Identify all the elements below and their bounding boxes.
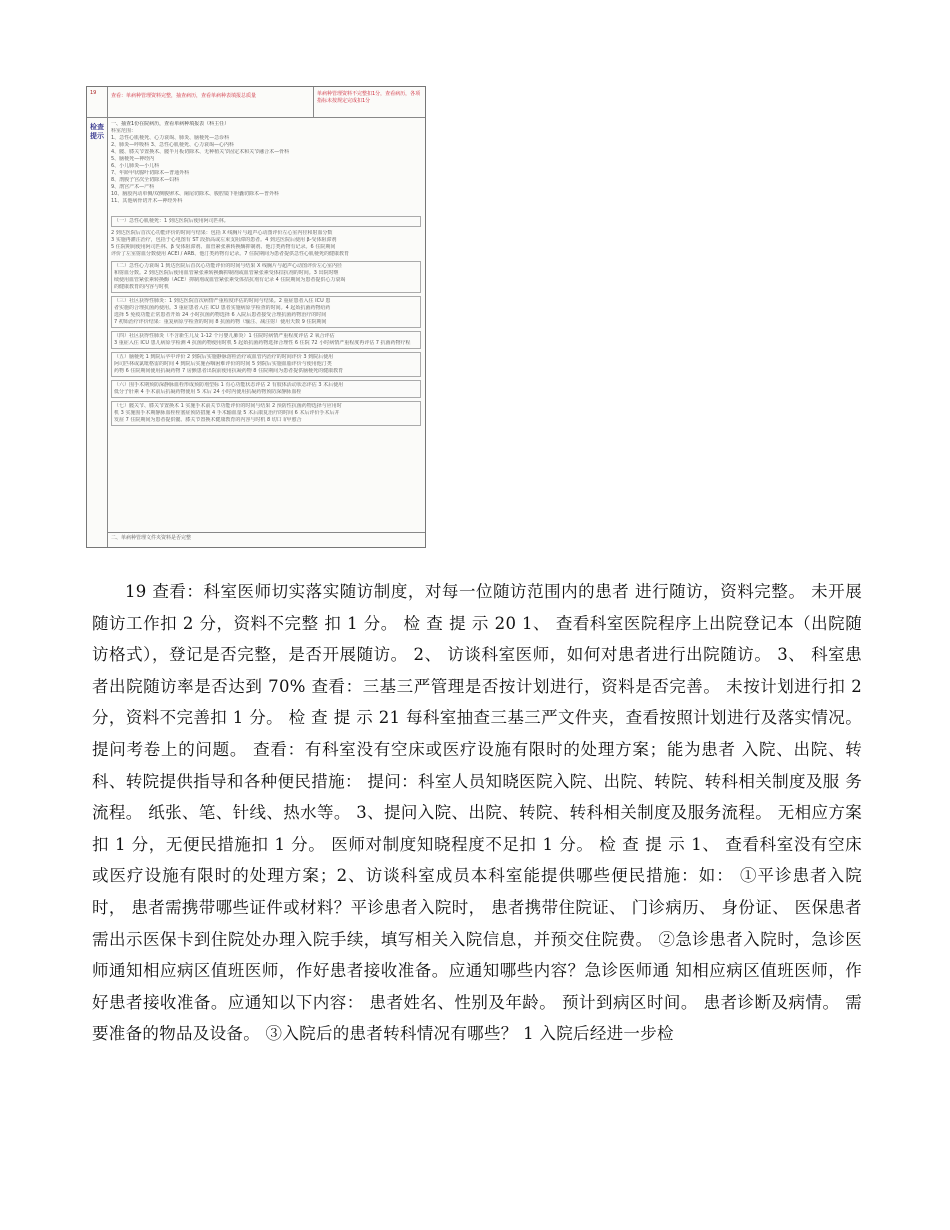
scanned-table-image — [86, 86, 426, 548]
body-paragraph: 19 查看：科室医师切实落实随访制度，对每一位随访范围内的患者 进行随访，资料完整。 未开展随访工作扣 2 分，资料不完整 扣 1 分。 检 查 提 示 20 1、 查看科室医院程序上出院登记本（出院随访格式），登记是否完整，是否开展随访。 2、 访谈科室医师，如何对患者进行出院随访。 3、 科室患者出院随访率是否达到 70% 查看：三基三严管理是否按计划进行，资料是否完善。 未按计划进行扣 2 分，资料不完善扣 1 分。 检 查 提 示 21 每科室抽查三基三严文件夹，查看按照计划进行及落实情况。提问考卷上的问题。 查看：有科室没有空床或医疗设施有限时的处理方案；能为患者 入院、出院、转科、转院提供指导和各种便民措施： 提问：科室人员知晓医院入院、出院、转院、转科相关制度及服 务流程。 纸张、笔、针线、热水等。 3、提问入院、出院、转院、转科相关制度及服务流程。 无相应方案扣 1 分，无便民措施扣 1 分。 医师对制度知晓程度不足扣 1 分。 检 查 提 示 1、 查看科室没有空床或医疗设施有限时的处理方案；2、访谈科室成员本科室能提供哪些便民措施：如： ①平诊患者入院时， 患者需携带哪些证件或材料？平诊患者入院时， 患者携带住院证、 门诊病历、 身份证、 医保患者需出示医保卡到住院处办理入院手续，填写相关入院信息，并预交住院费。 ②急诊患者入院时，急诊医师通知相应病区值班医师，作好患者接收准备。应通知哪些内容？急诊医师通 知相应病区值班医师，作好患者接收准备。应通知以下内容： 患者姓名、性别及年龄。 预计到病区时间。 患者诊断及病情。 需要准备的物品及设备。 ③入院后的患者转科情况有哪些？ 1 入院后经进一步检 — [92, 582, 862, 1044]
scan-last-line: 二、单病种管理文件夹资料是否完整 — [111, 535, 192, 541]
scan-section-3: （二）急性心力衰竭 1 到达医院后首次心功能评价的时间与结果 X 线胸片与超声心动图评价左心室内径 和射血分数。2 到达医院后使用血管紧张素转换酶抑制剂或血管紧张素受体拮抗剂的时间。3 出院时继 续使用血管紧张素转换酶（ACE）抑制剂或血管紧张素受体拮抗剂有记录 4 住院期间为患者提供心力衰竭 的健康教育的内容与时机 — [111, 261, 421, 293]
scan-section-6: （五）脑梗死 1 到院后卒中评价 2 到院后实施静脉溶栓治疗或血管内治疗的时间评价 3 到院后使用 阿司匹林或氯吡格雷的时间 4 到院后实施吞咽困难评价的时间 5 到院后实施血脂评价与使用他汀类 药物 6 住院期间使用抗凝药物 7 房颤患者出院前使用抗凝药物 8 住院期间为患者提供脑梗死的健康教育 — [111, 352, 421, 377]
scan-header-left: 查看：单病种管理资料完整，抽查病历，查看单病种表填报总质量 — [111, 93, 257, 99]
scan-row-number: 19 — [90, 90, 97, 96]
scan-section-4: （三）社区获得性肺炎：1 到达医院首次病情严重程度评估的时间与结果。2 重症患者入住 ICU 患 者实施的合理抗菌药使用。3 重症患者入住 ICU 患者实施病原学检查的时间。4 起始抗菌药物给药 选择 5 免疫功能正常患者开始 24 小时抗菌药物选择 6 入院后患者接受合理抗菌药物治疗的时间 7 初始治疗评价结果：重复病原学检查的时间 8 抗菌药物（输注、减注射）使用天数 9 住院期间 — [111, 296, 421, 328]
scan-side-label: 检查提示 — [90, 123, 104, 140]
scan-section-1: 一、抽查1份在院病历，查看单病种填报表（科主任） 科室范围： 1、急性心肌梗死、心力衰竭、肺炎、脑梗死—急诊科 2、肺炎—呼吸科 3、急性心肌梗死、心力衰竭—心内科 4、髋、膝关节置换术、髋半月板切除术、无种植关节固定术和关节融合术—骨科 5、脑梗死—神经内 6、小儿肺炎—小儿科 7、年龄甲状腺叶切除术—普通外科 8、剖腹子宫次全切除术—妇科 9、剖宫产术—产科 10、脑胶内动单侧/双侧腹卵术、阑尾切除术、腹腔镜下胆囊切除术—普外科 11、其他病骨切开术—神经外科 — [111, 121, 290, 204]
scan-header-right: 单病种管理资料不完整扣1分，查看病历，各项指标未按规定完成扣1分 — [317, 91, 421, 104]
scan-body — [111, 121, 421, 429]
scan-section-2b: 2 到达医院后首次心功能评价的时间与结果：包括 X 线胸片与超声心动图评价左心室内径和射血分数 3 实施再灌注治疗，包括于心电图有 ST 段抬高或左束支阻滞的患者。4 到达医院后使用 β-受体阻滞剂 5 住院期间使用阿司匹林、β 受体阻滞剂、血管紧张素转换酶抑制剂、他汀类药物有记录。6 住院期间 评价了左室射血分数使用 ACEI / ARB、他汀类药物有记录。7 住院期间为患者提供急性心肌梗死的健康教育 — [111, 230, 350, 257]
scan-section-5: （四）社区获得性肺炎（不含新生儿及 1-12 个月婴儿肺炎）1 住院时病情严重程度评估 2 氧合评估 3 重症入住 ICU 患儿病原学检测 4 抗菌药物使用时机 5 起始抗菌药物选择合理性 6 住院 72 小时病情严重程度再评估 7 抗菌药物疗程 — [111, 331, 421, 349]
scan-section-2: （一）急性心肌梗死：1 到达医院后使用阿司匹林。 — [111, 216, 421, 227]
scan-section-8: （七）髋关节、膝关节置换术 1 实施手术前关节功能评价的时间与结果 2 预防性抗菌药物选择与应用时 机 3 实施围手术期静脉血栓栓塞症预防措施 4 手术输血量 5 术后康复治疗的时间 6 术后评价手术后并 发症 7 住院期间为患者提供髋、膝关节置换术健康教育的内容与时机 8 切口 I/甲愈合 — [111, 401, 421, 426]
scan-section-7: （六）围手术期预防深静脉血栓形成预防剂型标 1 有心功能状态评估 2 有肢体活动状态评估 3 术后使用 低分子肝素 4 手术前后抗凝药物使用 5 术后 24 小时内使用抗凝药物预防深静脉血栓 — [111, 380, 421, 398]
